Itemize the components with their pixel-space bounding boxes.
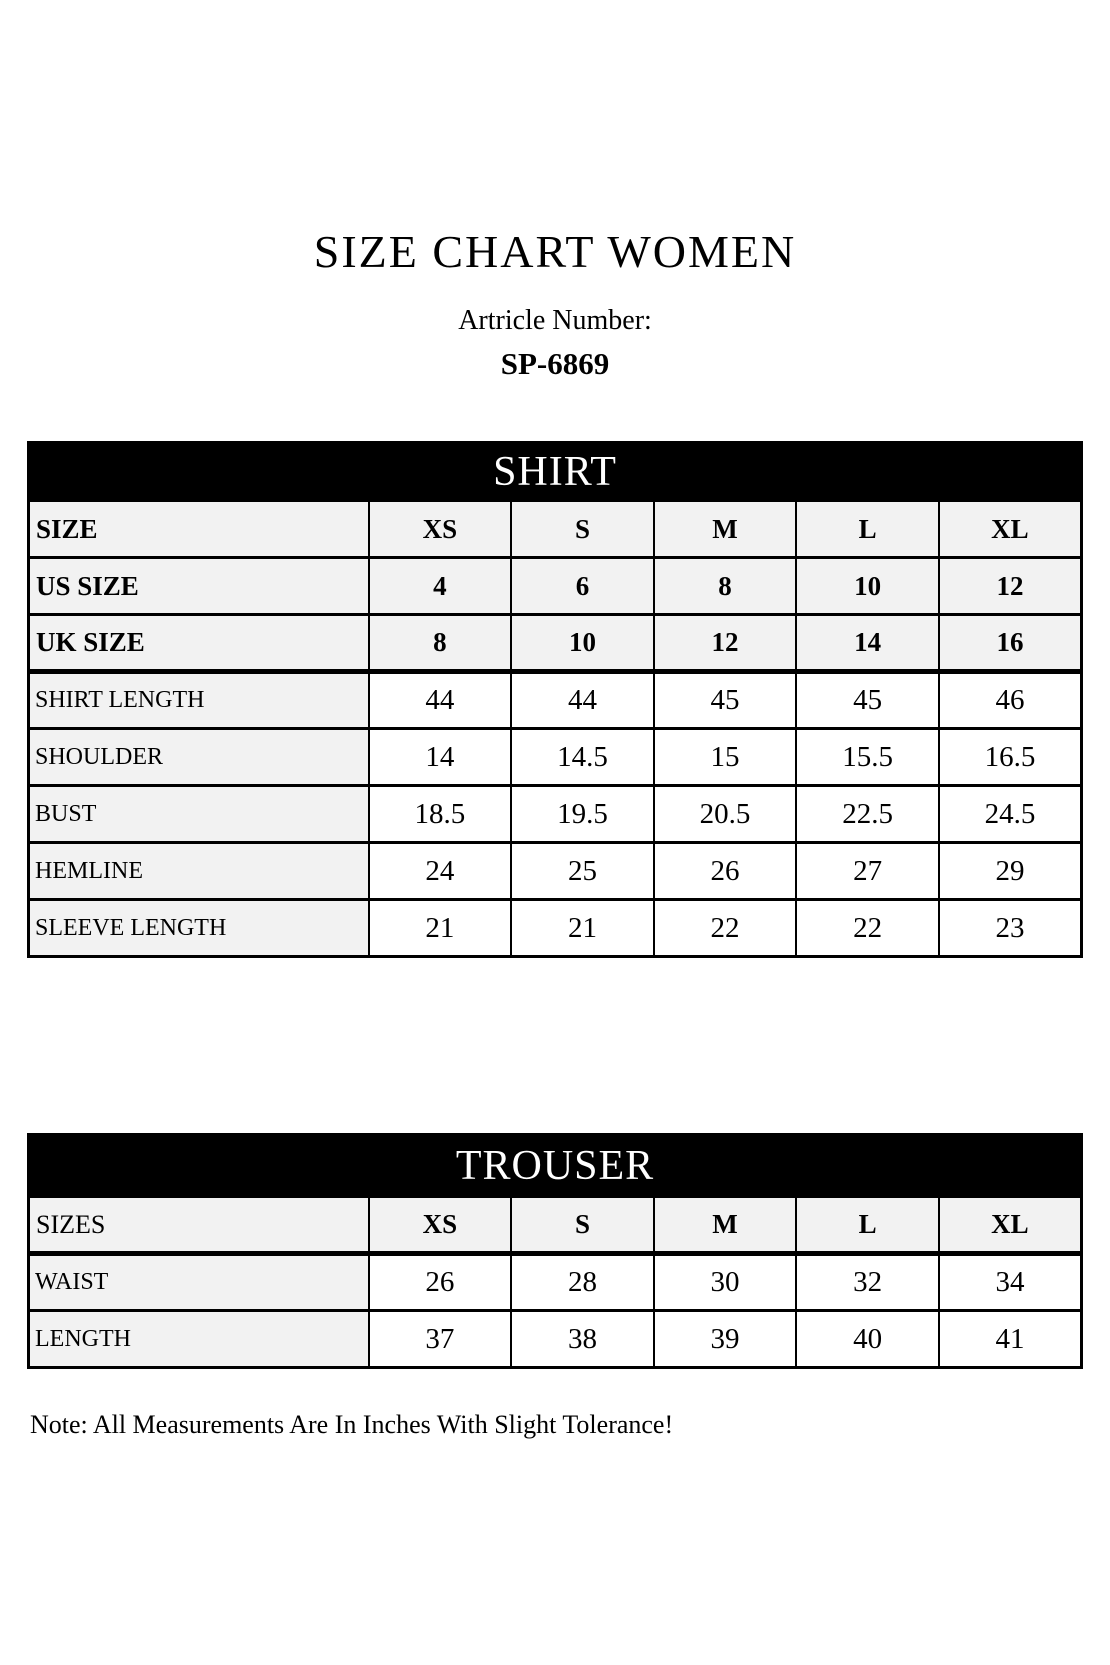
- value-cell: 20.5: [654, 786, 797, 843]
- value-cell: 26: [654, 843, 797, 900]
- value-cell: 22.5: [796, 786, 939, 843]
- value-cell: 23: [939, 900, 1082, 957]
- value-cell: 28: [511, 1254, 654, 1311]
- shirt-us-size-row: [29, 558, 1082, 615]
- bust-row: [29, 786, 1082, 843]
- shirt-table-header-row: [29, 443, 1082, 501]
- article-number-value: SP-6869: [500, 346, 610, 381]
- value-cell: 30: [654, 1254, 797, 1311]
- sleeve-length-row: [29, 900, 1082, 957]
- value-cell: 19.5: [511, 786, 654, 843]
- hemline-row: [29, 843, 1082, 900]
- size-cell-s: S: [511, 501, 654, 558]
- page-title: SIZE CHART WOMEN: [313, 226, 797, 277]
- value-cell: 21: [511, 900, 654, 957]
- shirt-length-row: [29, 672, 1082, 729]
- value-cell: 4: [369, 558, 512, 615]
- value-cell: 8: [654, 558, 797, 615]
- value-cell: 10: [511, 615, 654, 672]
- value-cell: 46: [939, 672, 1082, 729]
- note-text: Note: All Measurements Are In Inches With Slight Tolerance!: [30, 1410, 674, 1439]
- value-cell: 14: [796, 615, 939, 672]
- row-label-cell: LENGTH: [29, 1311, 369, 1368]
- size-cell-l: L: [796, 1197, 939, 1254]
- shoulder-row: [29, 729, 1082, 786]
- value-cell: 40: [796, 1311, 939, 1368]
- size-cell-xl: XL: [939, 501, 1082, 558]
- shirt-size-table: [27, 441, 1083, 958]
- value-cell: 8: [369, 615, 512, 672]
- value-cell: 14.5: [511, 729, 654, 786]
- value-cell: 26: [369, 1254, 512, 1311]
- value-cell: 44: [369, 672, 512, 729]
- trouser-table-title: TROUSER: [29, 1135, 1082, 1197]
- size-cell-xs: XS: [369, 501, 512, 558]
- size-cell-xs: XS: [369, 1197, 512, 1254]
- value-cell: 45: [654, 672, 797, 729]
- value-cell: 15.5: [796, 729, 939, 786]
- trouser-size-table: [27, 1133, 1083, 1369]
- value-cell: 12: [654, 615, 797, 672]
- size-cell-l: L: [796, 501, 939, 558]
- value-cell: 32: [796, 1254, 939, 1311]
- value-cell: 25: [511, 843, 654, 900]
- row-label-cell: HEMLINE: [29, 843, 369, 900]
- size-cell-s: S: [511, 1197, 654, 1254]
- row-label-cell: SIZE: [29, 501, 369, 558]
- value-cell: 18.5: [369, 786, 512, 843]
- value-cell: 12: [939, 558, 1082, 615]
- value-cell: 37: [369, 1311, 512, 1368]
- value-cell: 6: [511, 558, 654, 615]
- waist-row: [29, 1254, 1082, 1311]
- shirt-uk-size-row: [29, 615, 1082, 672]
- row-label-cell: SIZES: [29, 1197, 369, 1254]
- value-cell: 10: [796, 558, 939, 615]
- row-label-cell: SHIRT LENGTH: [29, 672, 369, 729]
- length-row: [29, 1311, 1082, 1368]
- shirt-table-title: SHIRT: [29, 443, 1082, 501]
- size-cell-m: M: [654, 501, 797, 558]
- value-cell: 27: [796, 843, 939, 900]
- value-cell: 15: [654, 729, 797, 786]
- value-cell: 24.5: [939, 786, 1082, 843]
- value-cell: 39: [654, 1311, 797, 1368]
- trouser-sizes-row: [29, 1197, 1082, 1254]
- row-label-cell: US SIZE: [29, 558, 369, 615]
- size-cell-m: M: [654, 1197, 797, 1254]
- value-cell: 34: [939, 1254, 1082, 1311]
- value-cell: 14: [369, 729, 512, 786]
- value-cell: 21: [369, 900, 512, 957]
- value-cell: 44: [511, 672, 654, 729]
- article-number-label: Artricle Number:: [458, 305, 652, 336]
- value-cell: 45: [796, 672, 939, 729]
- trouser-table-header-row: [29, 1135, 1082, 1197]
- value-cell: 16.5: [939, 729, 1082, 786]
- row-label-cell: WAIST: [29, 1254, 369, 1311]
- row-label-cell: BUST: [29, 786, 369, 843]
- value-cell: 29: [939, 843, 1082, 900]
- shirt-size-row: [29, 501, 1082, 558]
- value-cell: 38: [511, 1311, 654, 1368]
- value-cell: 41: [939, 1311, 1082, 1368]
- value-cell: 22: [796, 900, 939, 957]
- value-cell: 16: [939, 615, 1082, 672]
- value-cell: 22: [654, 900, 797, 957]
- row-label-cell: SLEEVE LENGTH: [29, 900, 369, 957]
- row-label-cell: UK SIZE: [29, 615, 369, 672]
- row-label-cell: SHOULDER: [29, 729, 369, 786]
- size-cell-xl: XL: [939, 1197, 1082, 1254]
- value-cell: 24: [369, 843, 512, 900]
